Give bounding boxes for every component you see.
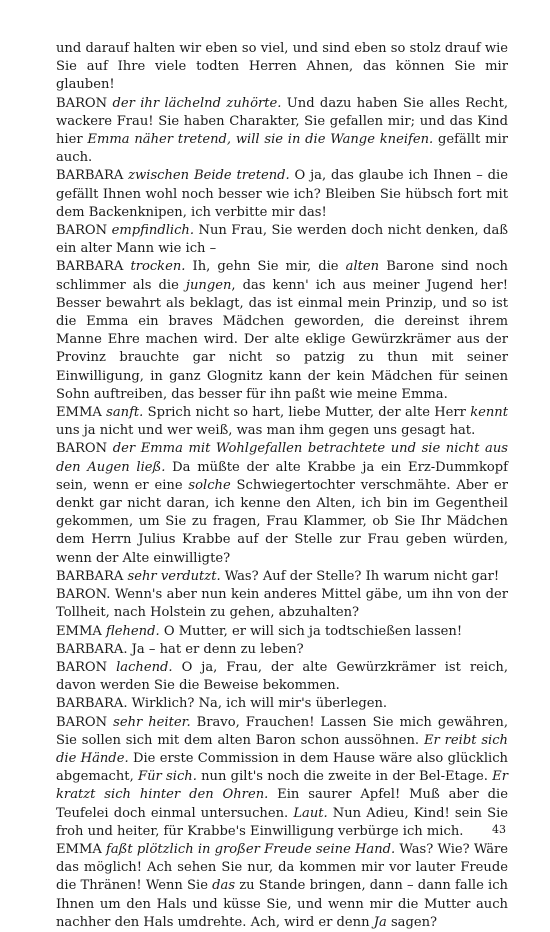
dialogue-text: Was? Auf der Stelle? Ih warum nicht gar! (220, 568, 500, 584)
dialogue-text: BARON (56, 714, 114, 730)
dialogue-paragraph (56, 841, 508, 932)
stage-direction: empfindlich. (111, 223, 195, 239)
dialogue-paragraph (56, 714, 508, 841)
dialogue-text: uns ja nicht und wer weiß, was man ihm gegen uns gesagt hat. (56, 423, 476, 439)
stage-direction: trocken. (130, 259, 186, 275)
dialogue-text: , das kenn' ich aus meiner Jugend her! Besser bewahrt als beklagt, das ist einmal mein Prinzip, und so ist die Emma ein braves Mädchen geworden, die dereinst ihrem Manne Ehre machen wird. Der alte eklige Gewürzkrämer aus der Provinz brauchte gar nicht so patzig zu thun mit seiner Einwilligung, in ganz Glognitz kann der kein Mädchen für seinen Sohn auftreiben, das besser für ihn paßt wie meine Emma. (56, 277, 508, 402)
dialogue-paragraph (56, 95, 508, 168)
dialogue-paragraph (56, 641, 508, 659)
stage-direction: faßt plötzlich in großer Freude seine Hand. (106, 841, 396, 857)
dialogue-text: Schwiegertochter verschmähte. Aber er denkt gar nicht daran, ich kenne den Alten, ich bin im Gegentheil gekommen, um Sie zu fragen, Frau Klammer, ob Sie Ihr Mädchen dem Herrn Julius Krabbe auf der Stelle zur Frau geben würden, wenn der Alte einwilligte? (56, 477, 508, 566)
dialogue-text: gefällt mir auch. (56, 132, 509, 166)
dialogue-text: Nun Frau, Sie werden doch nicht denken, daß ein alter Mann wie ich – (56, 223, 508, 257)
dialogue-text: Was? Wie? Wäre das möglich! Ach sehen Sie nur, da kommen mir vor lauter Freude die Thränen! Wenn Sie (56, 841, 509, 894)
dialogue-text: Da müßte der alte Krabbe ja ein Erz-Dummkopf sein, wenn er eine (56, 459, 508, 493)
dialogue-paragraph (56, 222, 508, 258)
dialogue-text: Und dazu haben Sie alles Recht, wackere Frau! Sie haben Charakter, Sie gefallen mir; und das Kind hier (56, 95, 508, 148)
dialogue-text: Die erste Commission in dem Hause wäre also glücklich abgemacht, (56, 750, 508, 785)
dialogue-paragraph (56, 440, 508, 567)
dialogue-text: EMMA (56, 841, 107, 857)
stage-direction: der Emma mit Wohlgefallen betrachtete und sie nicht aus den Augen ließ. (56, 441, 508, 475)
stage-direction: das (212, 878, 236, 894)
stage-direction: lachend. (116, 659, 173, 675)
dialogue-text: EMMA (56, 405, 107, 421)
dialogue-text: O ja, das glaube ich Ihnen – die gefällt Ihnen wohl noch besser wie ich? Bleiben Sie hübsch fort mit dem Backenknipen, ich verbitte mir das! (56, 168, 508, 220)
stage-direction: Emma näher tretend, will sie in die Wange kneifen. (87, 132, 434, 148)
stage-direction: alten (345, 259, 380, 275)
dialogue-paragraph (56, 40, 508, 95)
stage-direction: Laut. (293, 805, 328, 821)
play-text (56, 40, 508, 932)
dialogue-text: sagen? (386, 914, 438, 930)
stage-direction: zwischen Beide tretend. (128, 168, 290, 184)
dialogue-text: Ih, gehn Sie mir, die (185, 259, 346, 275)
dialogue-text: Bravo, Frauchen! Lassen Sie mich gewähren, Sie sollen sich mit dem alten Baron schon aussöhnen. (56, 714, 508, 748)
stage-direction: flehend. (106, 623, 160, 639)
stage-direction: jungen (185, 277, 232, 293)
stage-direction: solche (188, 477, 231, 493)
dialogue-text: BARON (56, 441, 113, 457)
stage-direction: Für sich. (138, 769, 197, 785)
stage-direction: sanft. (106, 405, 144, 421)
dialogue-text: BARBARA. Ja – hat er denn zu leben? (56, 641, 304, 657)
dialogue-text: zu Stande bringen, dann – dann falle ich Ihnen um den Hals und küsse Sie, und wenn mir die Mutter auch nachher den Hals umdrehte. Ach, wird er denn (56, 878, 508, 930)
dialogue-paragraph (56, 659, 508, 695)
dialogue-paragraph (56, 568, 508, 586)
dialogue-paragraph (56, 623, 508, 641)
page-number: 43 (492, 823, 506, 836)
dialogue-text: BARBARA. Wirklich? Na, ich will mir's überlegen. (56, 696, 388, 712)
dialogue-text: BARON (56, 659, 117, 675)
stage-direction: Ja (373, 914, 387, 930)
dialogue-text: EMMA (56, 623, 106, 639)
dialogue-text: Sprich nicht so hart, liebe Mutter, der alte Herr (143, 405, 471, 421)
dialogue-paragraph (56, 167, 508, 222)
dialogue-text: BARON (56, 95, 113, 111)
dialogue-text: Barone sind noch schlimmer als die (56, 259, 508, 293)
dialogue-text: BARBARA (56, 168, 129, 184)
dialogue-text: BARBARA (56, 568, 128, 584)
dialogue-paragraph (56, 258, 508, 404)
dialogue-text: BARON. Wenn's aber nun kein anderes Mittel gäbe, um ihn von der Tollheit, nach Holstein zu gehen, abzuhalten? (56, 587, 508, 621)
stage-direction: Er reibt sich die Hände. (56, 732, 508, 766)
dialogue-text: BARON (56, 223, 112, 239)
dialogue-text: und darauf halten wir eben so viel, und sind eben so stolz drauf wie Sie auf Ihre viele todten Herren Ahnen, das können Sie mir glauben! (56, 41, 508, 93)
dialogue-text: O ja, Frau, der alte Gewürzkrämer ist reich, davon werden Sie die Beweise bekommen. (56, 659, 508, 694)
dialogue-text: nun gilt's noch die zweite in der Bel-Etage. (196, 769, 493, 785)
dialogue-paragraph (56, 586, 508, 622)
stage-direction: sehr verdutzt. (127, 568, 221, 584)
stage-direction: sehr heiter. (113, 714, 191, 730)
dialogue-text: Ein saurer Apfel! Muß aber die Teufelei doch einmal untersuchen. (56, 787, 508, 821)
stage-direction: der ihr lächelnd zuhörte. (112, 95, 282, 111)
dialogue-text: O Mutter, er will sich ja todtschießen lassen! (159, 623, 463, 639)
stage-direction: kennt (470, 405, 508, 421)
dialogue-text: BARBARA (56, 259, 131, 275)
dialogue-paragraph (56, 695, 508, 713)
dialogue-text: Nun Adieu, Kind! sein Sie froh und heiter, für Krabbe's Einwilligung verbürge ich mich. (56, 805, 508, 839)
stage-direction: Er kratzt sich hinter den Ohren. (56, 769, 508, 803)
dialogue-paragraph (56, 404, 508, 440)
